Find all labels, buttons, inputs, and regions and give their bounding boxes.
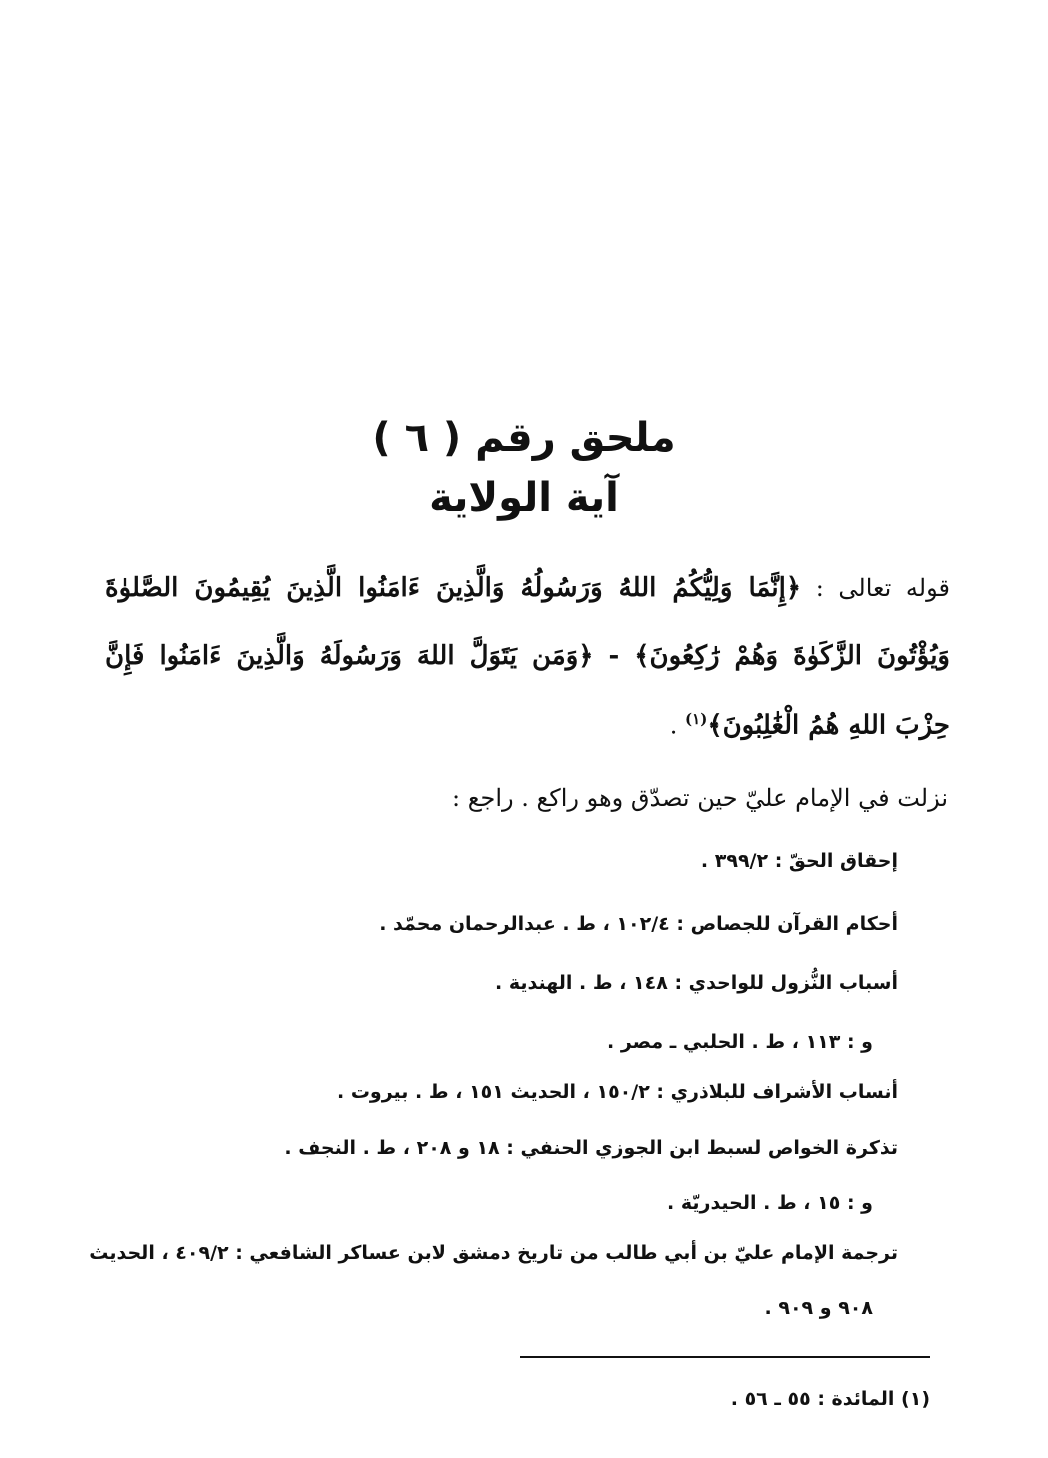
reference-item: ترجمة الإمام عليّ بن أبي طالب من تاريخ دمشق لابن عساكر الشافعي : ٤٠٩/٢ ، الحديث [89,1242,898,1264]
revelation-note: نزلت في الإمام عليّ حين تصدّق وهو راكع . راجع : [452,784,948,812]
reference-item: أنساب الأشراف للبلاذري : ١٥٠/٢ ، الحديث ١٥١ ، ط . بيروت . [336,1081,898,1103]
reference-item: و : ١١٣ ، ط . الحلبي ـ مصر . [606,1031,873,1053]
reference-item: إحقاق الحقّ : ٣٩٩/٢ . [700,850,898,872]
verse-end-period: . [669,711,686,740]
verse-quran-1: ﴿إِنَّمَا وَلِيُّكُمُ اللهُ وَرَسُولُهُ وَالَّذِينَ ءَامَنُوا الَّذِينَ يُقِيمُونَ الصَّلوٰةَ [105,573,802,603]
appendix-subtitle: آية الولاية [429,475,619,521]
appendix-title: ملحق رقم ( ٦ ) [372,415,676,461]
footnote-divider [520,1356,930,1358]
verse-quran-3: حِزْبَ اللهِ هُمُ الْغَٰلِبُونَ﴾ [707,710,950,741]
reference-item: ٩٠٨ و ٩٠٩ . [764,1297,873,1319]
reference-item: و : ١٥ ، ط . الحيدريّة . [667,1192,873,1214]
footnote-marker: (١) [685,710,708,728]
reference-item: أسباب النُّزول للواحدي : ١٤٨ ، ط . الهندية . [495,972,898,994]
footnote: (١) المائدة : ٥٥ ـ ٥٦ . [730,1388,930,1410]
reference-item: أحكام القرآن للجصاص : ١٠٢/٤ ، ط . عبدالرحمان محمّد . [379,913,898,935]
verse-intro: قوله تعالى : [801,574,950,602]
reference-item: تذكرة الخواص لسبط ابن الجوزي الحنفي : ١٨ و ٢٠٨ ، ط . النجف . [284,1137,898,1159]
verse-line-1 [105,573,950,603]
verse-quran-2: وَيُؤْتُونَ الزَّكَوٰةَ وَهُمْ رَٰكِعُونَ﴾ - ﴿وَمَن يَتَوَلَّ اللهَ وَرَسُولَهُ وَالَّذِينَ ءَامَنُوا فَإِنَّ [105,641,950,671]
verse-line-2 [105,641,950,671]
verse-line-3 [105,710,950,741]
